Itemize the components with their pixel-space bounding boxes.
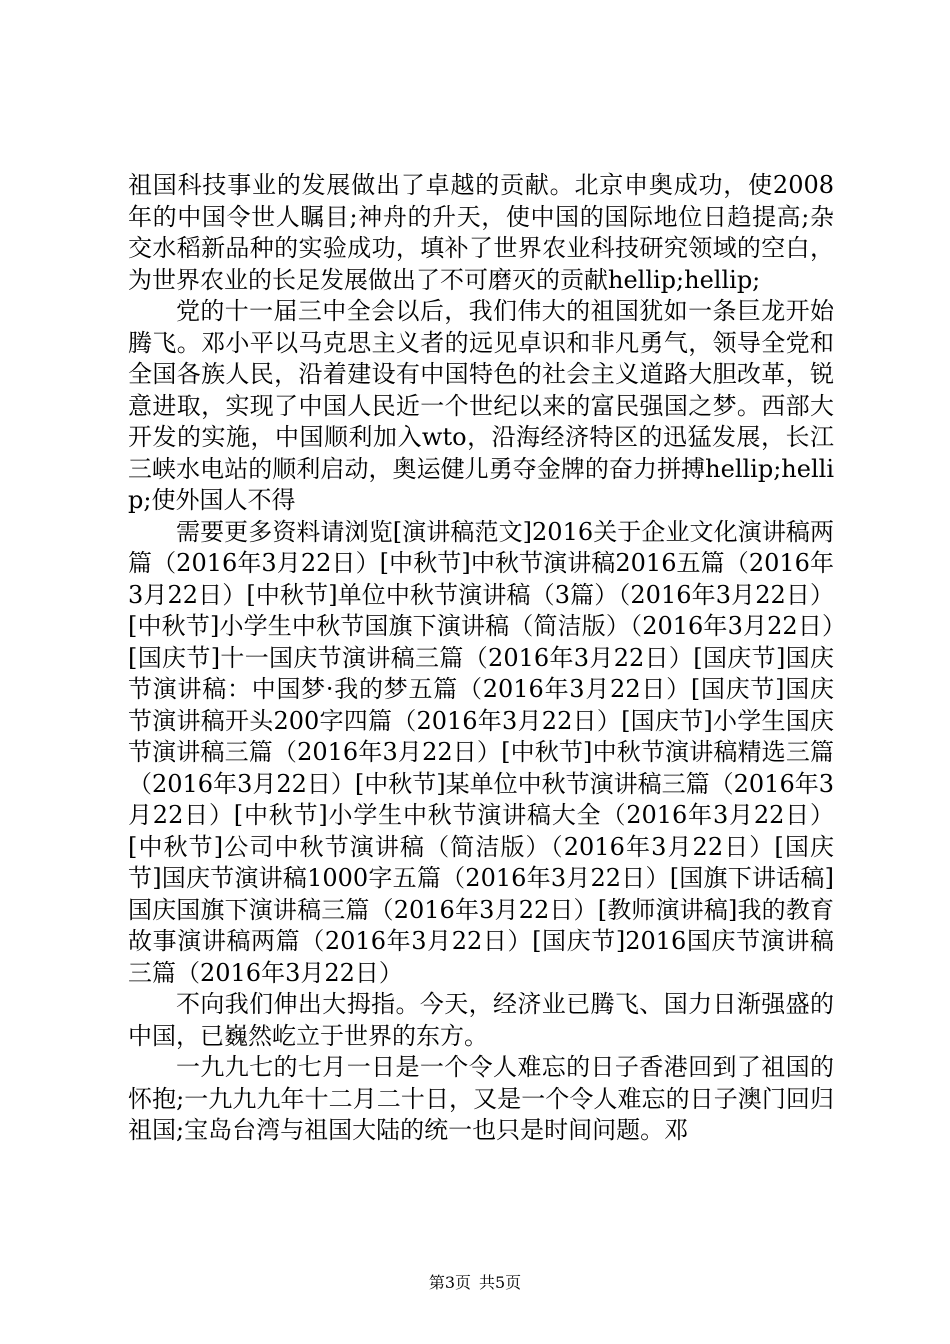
paragraph: 党的十一届三中全会以后，我们伟大的祖国犹如一条巨龙开始腾飞。邓小平以马克思主义者的远见卓识和非凡勇气，领导全党和全国各族人民，沿着建设有中国特色的社会主义道路大胆改革，锐意进取，实现了中国人民近一个世纪以来的富民强国之梦。西部大开发的实施，中国顺利加入wto，沿海经济特区的迅猛发展，长江三峡水电站的顺利启动，奥运健儿勇夺金牌的奋力拼搏hellip;hellip;使外国人不得 [128, 297, 834, 514]
paragraph-resources: 需要更多资料请浏览[演讲稿范文]2016关于企业文化演讲稿两篇（2016年3月22日）[中秋节]中秋节演讲稿2016五篇（2016年3月22日）[中秋节]单位中秋节演讲稿（3篇）（2016年3月22日）[中秋节]小学生中秋节国旗下演讲稿（简洁版）（2016年3月22日）[国庆节]十一国庆节演讲稿三篇（2016年3月22日）[国庆节]国庆节演讲稿：中国梦·我的梦五篇（2016年3月22日）[国庆节]国庆节演讲稿开头200字四篇（2016年3月22日）[国庆节]小学生国庆节演讲稿三篇（2016年3月22日）[中秋节]中秋节演讲稿精选三篇（2016年3月22日）[中秋节]某单位中秋节演讲稿三篇（2016年3月22日）[中秋节]小学生中秋节演讲稿大全（2016年3月22日）[中秋节]公司中秋节演讲稿（简洁版）（2016年3月22日）[国庆节]国庆节演讲稿1000字五篇（2016年3月22日）[国旗下讲话稿]国庆国旗下演讲稿三篇（2016年3月22日）[教师演讲稿]我的教育故事演讲稿两篇（2016年3月22日）[国庆节]2016国庆节演讲稿三篇（2016年3月22日） [128, 517, 834, 987]
paragraph: 一九九七的七月一日是一个令人难忘的日子香港回到了祖国的怀抱;一九九九年十二月二十日，又是一个令人难忘的日子澳门回归祖国;宝岛台湾与祖国大陆的统一也只是时间问题。邓 [128, 1053, 834, 1144]
page-footer [0, 1270, 950, 1293]
page-number: 第3页 [428, 1273, 471, 1292]
paragraph-continuation: 祖国科技事业的发展做出了卓越的贡献。北京申奥成功，使2008年的中国令世人瞩目;神舟的升天，使中国的国际地位日趋提高;杂交水稻新品种的实验成功，填补了世界农业科技研究领域的空白，为世界农业的长足发展做出了不可磨灭的贡献hellip;hellip; [128, 171, 834, 294]
page-total: 共5页 [479, 1273, 522, 1292]
paragraph: 不向我们伸出大拇指。今天，经济业已腾飞、国力日渐强盛的中国，已巍然屹立于世界的东方。 [128, 990, 834, 1050]
document-body [128, 170, 834, 1147]
